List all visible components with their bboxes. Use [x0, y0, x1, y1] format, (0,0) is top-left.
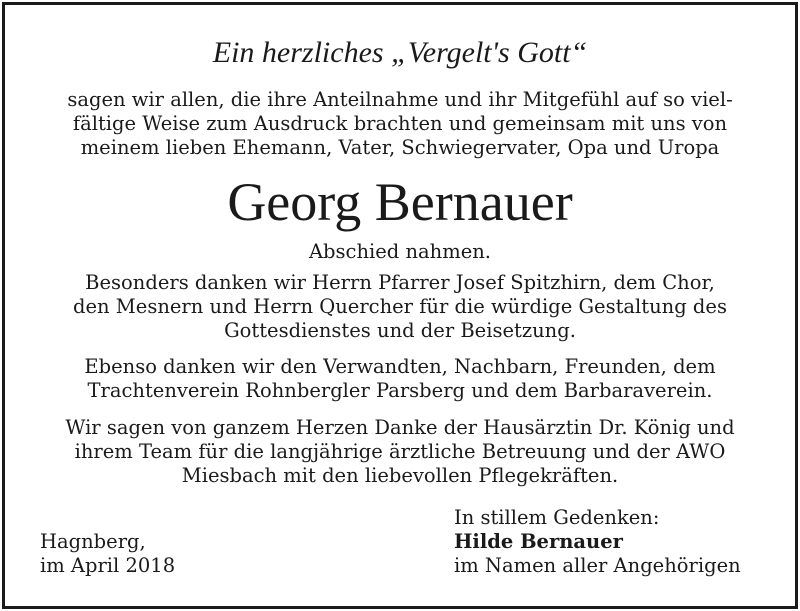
text-line: meinem lieben Ehemann, Vater, Schwiegervater, Opa und Uropa: [80, 136, 720, 159]
text-line: Besonders danken wir Herrn Pfarrer Josef Spitzhirn, dem Chor,: [85, 271, 715, 294]
farewell-line: [31, 240, 769, 264]
text-line: den Mesnern und Herrn Quercher für die würdige Gestaltung des: [73, 295, 727, 318]
text-line: Abschied nahmen.: [308, 240, 492, 263]
text-line: Gottesdienstes und der Beisetzung.: [224, 319, 576, 342]
place: Hagnberg,: [40, 530, 146, 553]
intro-paragraph: [31, 88, 769, 160]
signer-note: im Namen aller Angehörigen: [454, 554, 741, 577]
memorial-line: In stillem Gedenken:: [454, 506, 660, 529]
thanks-paragraph-doctor: [31, 416, 769, 488]
place-date: [40, 530, 175, 578]
text-line: sagen wir allen, die ihre Anteilnahme und ihr Mitgefühl auf so viel-: [67, 88, 733, 111]
signer-name: Hilde Bernauer: [454, 530, 623, 553]
headline: Ein herzliches „Vergelt's Gott“: [212, 36, 588, 69]
deceased-name: Georg Bernauer: [227, 172, 573, 232]
text-line: ihrem Team für die langjährige ärztliche Betreuung und der AWO: [74, 440, 726, 463]
text-line: Miesbach mit den liebevollen Pflegekräften.: [181, 464, 619, 487]
text-line: fältige Weise zum Ausdruck brachten und gemeinsam mit uns von: [72, 112, 728, 135]
text-line: Trachtenverein Rohnbergler Parsberg und dem Barbaraverein.: [87, 379, 713, 402]
text-line: Ebenso danken wir den Verwandten, Nachbarn, Freunden, dem: [84, 355, 716, 378]
signature-block: [454, 506, 741, 578]
date: im April 2018: [40, 554, 176, 577]
text-line: Wir sagen von ganzem Herzen Danke der Hausärztin Dr. König und: [65, 416, 735, 439]
thanks-paragraph-relatives: [31, 355, 769, 403]
thanks-paragraph-clergy: [31, 271, 769, 343]
obituary-notice: [2, 2, 798, 609]
